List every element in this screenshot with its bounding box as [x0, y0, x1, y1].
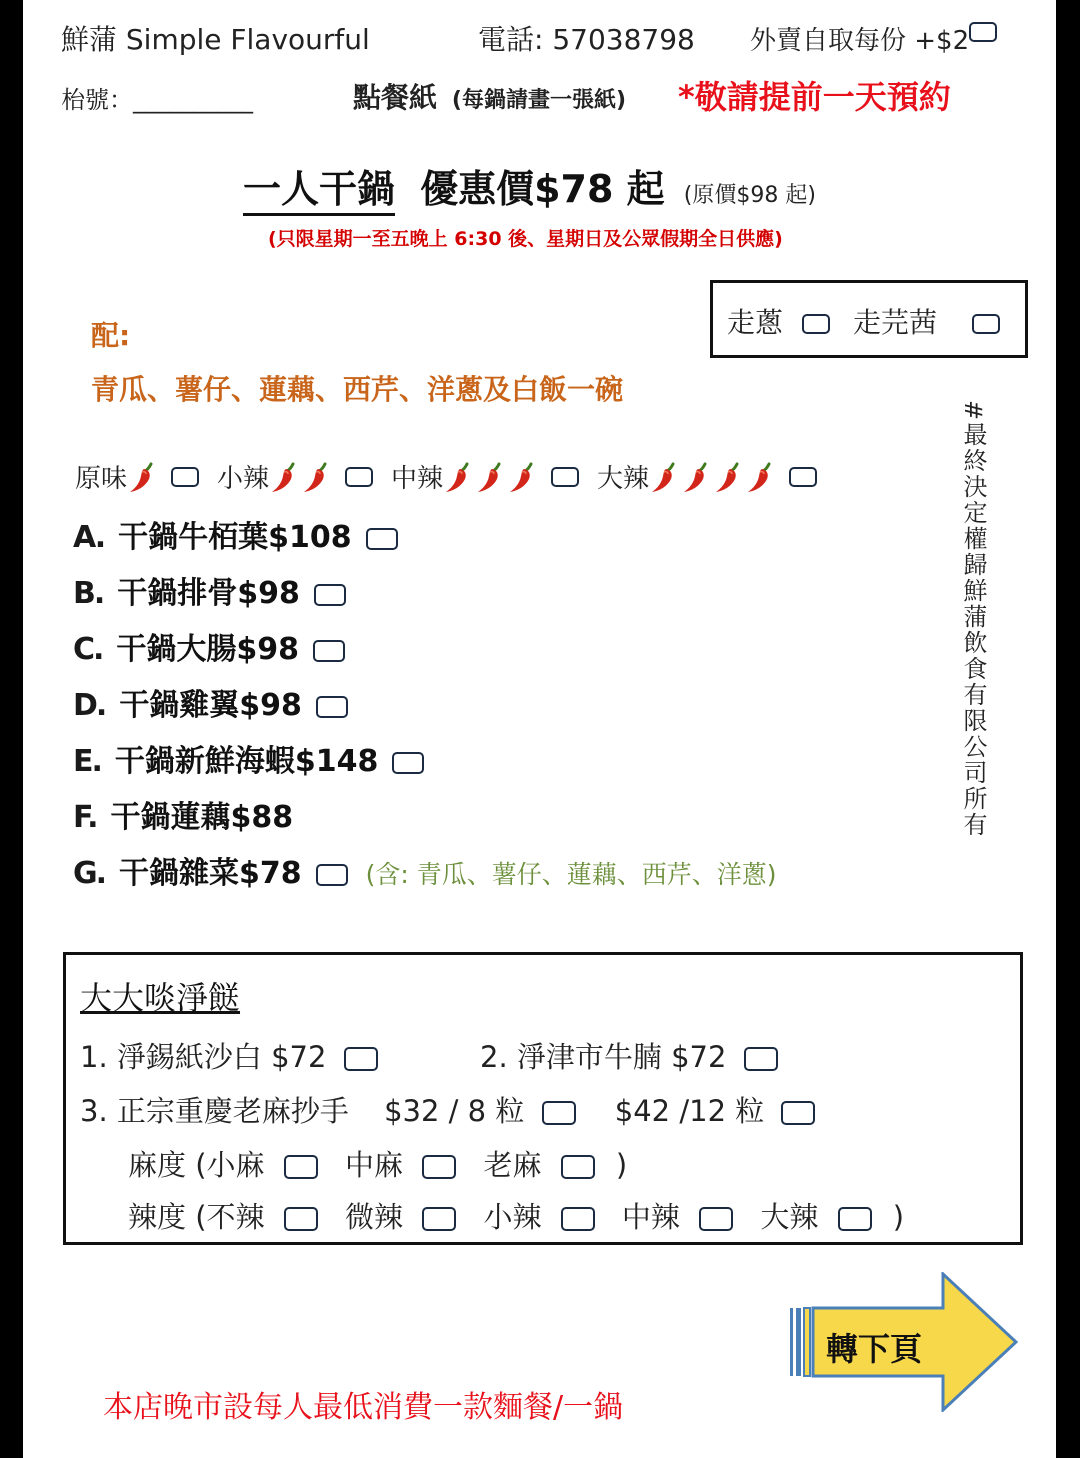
menu-item-letter: C. [73, 632, 103, 667]
takeaway-surcharge [750, 20, 997, 57]
menu-item-checkbox[interactable] [316, 864, 348, 886]
takeaway-label: 外賣自取每份 +$2 [750, 26, 970, 56]
form-title [353, 76, 626, 116]
numbness-old-checkbox[interactable] [561, 1155, 595, 1179]
original-price: (原價$98 起) [683, 183, 816, 208]
snacks-box [63, 952, 1023, 1245]
chili-pepper-icon [269, 460, 301, 494]
spice-option-checkbox[interactable] [171, 467, 199, 487]
spice-option [217, 461, 373, 494]
numbness-row [128, 1143, 627, 1184]
menu-item-name: 干鍋大腸$98 [116, 632, 300, 667]
menu-item [73, 512, 398, 556]
spice-option-label: 原味 [75, 464, 128, 494]
menu-item-name: 干鍋雞翼$98 [119, 688, 302, 723]
spicy-slight-checkbox[interactable] [422, 1207, 456, 1231]
table-number-field[interactable]: 枱號：__________ [61, 86, 253, 114]
reserve-note: *敬請提前一天預約 [678, 78, 951, 116]
no-coriander-checkbox[interactable] [972, 314, 1000, 334]
menu-item [73, 624, 345, 668]
snack-item-1-checkbox[interactable] [344, 1047, 378, 1071]
snack-item-3-label: 3. 正宗重慶老麻抄手 [80, 1094, 349, 1128]
chili-pepper-icon [127, 460, 159, 494]
numbness-mid-label: 中麻 [344, 1148, 403, 1182]
spice-option-label: 小辣 [217, 464, 270, 494]
spice-option-label: 中辣 [391, 464, 444, 494]
menu-item-checkbox[interactable] [316, 696, 348, 718]
snack-item-3-price-b: $42 /12 粒 [614, 1094, 765, 1128]
spicy-none-checkbox[interactable] [284, 1207, 318, 1231]
spiciness-row [128, 1195, 904, 1236]
next-page-arrow[interactable] [788, 1272, 1020, 1412]
promo-dish-title: 一人干鍋 [243, 167, 395, 216]
spicy-mid-label: 中辣 [621, 1200, 680, 1234]
menu-item [73, 568, 346, 612]
promo-availability: (只限星期一至五晚上 6:30 後、星期日及公眾假期全日供應) [268, 228, 783, 250]
chili-pepper-icon [681, 460, 713, 494]
option-no-spring-onion [727, 301, 830, 341]
spice-option-checkbox[interactable] [345, 467, 373, 487]
numbness-mid-checkbox[interactable] [422, 1155, 456, 1179]
sides-label: 配: [91, 319, 131, 352]
snack-item-2-label: 2. 淨津市牛腩 $72 [480, 1040, 727, 1074]
no-spring-onion-label: 走蔥 [727, 306, 784, 339]
menu-item-name: 干鍋蓮藕$88 [110, 800, 294, 835]
option-no-coriander [853, 301, 1000, 341]
shop-name: 鮮蒲 Simple Flavourful [61, 23, 370, 56]
spice-option [597, 461, 817, 494]
chili-pepper-icon [443, 460, 475, 494]
snack-item-1-label: 1. 淨錫紙沙白 $72 [80, 1040, 327, 1074]
menu-item-name: 干鍋雜菜$78 [119, 856, 302, 891]
chili-pepper-icon [475, 460, 507, 494]
chili-pepper-icon [713, 460, 745, 494]
spice-option [75, 461, 199, 494]
sides-items: 青瓜、薯仔、蓮藕、西芹、洋蔥及白飯一碗 [91, 373, 624, 406]
snack-item-2 [480, 1035, 778, 1076]
chili-pepper-icon [507, 460, 539, 494]
menu-item-checkbox[interactable] [314, 584, 346, 606]
numbness-old-label: 老麻 [483, 1148, 542, 1182]
spice-option [391, 461, 579, 494]
numbness-label: 麻度 (小麻 [128, 1148, 265, 1182]
menu-item-checkbox[interactable] [392, 752, 424, 774]
menu-item-note: (含: 青瓜、薯仔、蓮藕、西芹、洋蔥) [365, 860, 777, 889]
snacks-title: 大大啖淨餸 [80, 979, 241, 1017]
menu-item-checkbox[interactable] [313, 640, 345, 662]
menu-item-name: 干鍋牛栢葉$108 [118, 520, 352, 555]
menu-item-letter: E. [73, 744, 101, 779]
snack-item-3-price-a: $32 / 8 粒 [384, 1094, 525, 1128]
form-title-text: 點餐紙 [353, 81, 438, 114]
menu-item [73, 680, 348, 724]
spicy-big-checkbox[interactable] [838, 1207, 872, 1231]
promo-title [243, 158, 816, 213]
promo-price: 優惠價$78 起 [420, 167, 665, 211]
menu-item-name: 干鍋排骨$98 [117, 576, 300, 611]
snack-item-3-checkbox-a[interactable] [542, 1101, 576, 1125]
menu-item-name: 干鍋新鮮海蝦$148 [114, 744, 379, 779]
spice-level-row [75, 458, 835, 495]
spice-option-label: 大辣 [597, 464, 650, 494]
spicy-mid-checkbox[interactable] [699, 1207, 733, 1231]
order-form-page [23, 0, 1056, 1458]
phone-number: 電話: 57038798 [478, 23, 695, 56]
no-spring-onion-checkbox[interactable] [802, 314, 830, 334]
form-note: (每鍋請畫一張紙) [451, 88, 627, 113]
spiciness-label: 辣度 (不辣 [128, 1200, 265, 1234]
menu-item-letter: A. [73, 520, 105, 555]
spice-option-checkbox[interactable] [551, 467, 579, 487]
takeaway-checkbox[interactable] [969, 22, 997, 42]
chili-pepper-icon [745, 460, 777, 494]
ingredient-options-box [710, 280, 1028, 358]
menu-item-letter: G. [73, 856, 106, 891]
chili-pepper-icon [301, 460, 333, 494]
no-coriander-label: 走芫茜 [853, 306, 938, 339]
rights-disclaimer: #最終決定權歸鮮蒲飲食有限公司所有 [959, 400, 987, 839]
menu-item [73, 736, 424, 780]
spiciness-close-paren: ) [892, 1200, 905, 1234]
spice-option-checkbox[interactable] [789, 467, 817, 487]
spicy-slight-label: 微辣 [344, 1200, 403, 1234]
next-page-label: 轉下頁 [826, 1330, 923, 1368]
snack-item-3 [80, 1089, 815, 1130]
chili-pepper-icon [649, 460, 681, 494]
menu-item [73, 848, 777, 892]
snack-item-2-checkbox[interactable] [744, 1047, 778, 1071]
snack-item-1 [80, 1035, 378, 1076]
menu-item-checkbox[interactable] [366, 528, 398, 550]
spicy-small-checkbox[interactable] [561, 1207, 595, 1231]
numbness-small-checkbox[interactable] [284, 1155, 318, 1179]
minimum-spend-note: 本店晚市設每人最低消費一款麵餐/一鍋 [103, 1390, 624, 1425]
menu-item-letter: D. [73, 688, 106, 723]
snack-item-3-checkbox-b[interactable] [781, 1101, 815, 1125]
spicy-small-label: 小辣 [483, 1200, 542, 1234]
menu-item-letter: F. [73, 800, 97, 835]
menu-item-letter: B. [73, 576, 104, 611]
numbness-close-paren: ) [615, 1148, 628, 1182]
spicy-big-label: 大辣 [760, 1200, 819, 1234]
menu-item [73, 792, 293, 836]
